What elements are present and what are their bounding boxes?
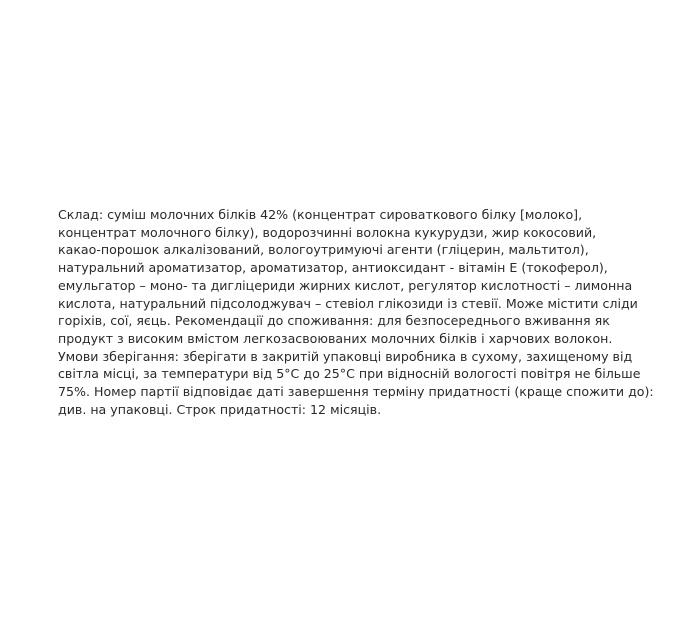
text-line: какао-порошок алкалізований, вологоутримуючі агенти (гліцерин, мальтитол), (58, 242, 589, 258)
text-line: див. на упаковці. Строк придатності: 12 місяців. (58, 401, 382, 417)
text-line: продукт з високим вмістом легкозасвоюваних молочних білків і харчових волокон. (58, 330, 613, 346)
text-line: кислота, натуральний підсолоджувач – стевіол глікозиди із стевії. Може містити сліди (58, 295, 638, 311)
text-line: 75%. Номер партії відповідає даті завершення терміну придатності (краще спожити до): (58, 384, 654, 400)
text-line: натуральний ароматизатор, ароматизатор, антиоксидант - вітамін Е (токоферол), (58, 260, 608, 276)
text-line: концентрат молочного білку), водорозчинні волокна кукурудзи, жир кокосовий, (58, 224, 597, 240)
product-description-text (58, 206, 658, 418)
text-line: горіхів, сої, яєць. Рекомендації до споживання: для безпосереднього вживання як (58, 313, 610, 329)
text-line: емульгатор – моно- та дигліцериди жирних кислот, регулятор кислотності – лимонна (58, 277, 633, 293)
text-line: Склад: суміш молочних білків 42% (концентрат сироваткового білку [молоко], (58, 207, 583, 222)
text-line: Умови зберігання: зберігати в закритій упаковці виробника в сухому, захищеному від (58, 348, 633, 364)
text-line: світла місці, за температури від 5°С до 25°С при відносній вологості повітря не більше (58, 366, 641, 382)
